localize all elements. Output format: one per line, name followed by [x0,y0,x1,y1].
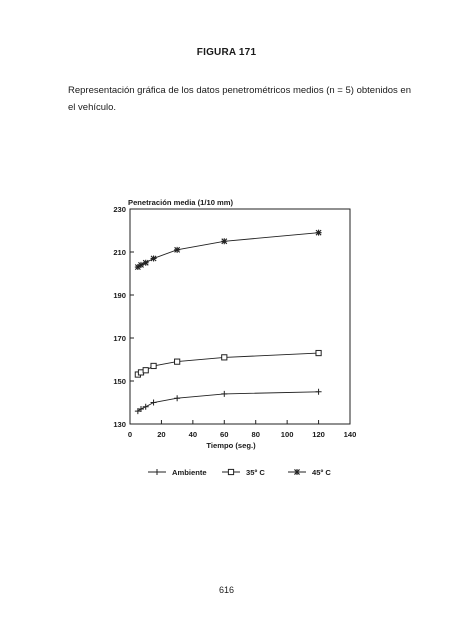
data-point [222,355,227,360]
series-line [138,353,319,375]
data-point [151,363,156,368]
x-tick-label: 20 [157,430,166,439]
data-point [151,400,157,406]
data-point [316,230,322,236]
series-asterisk [135,230,322,270]
figure-caption: Representación gráfica de los datos penetrométricos medios (n = 5) obtenidos en el vehículo. [68,85,411,113]
data-point [143,260,149,266]
x-tick-label: 120 [312,430,325,439]
x-tick-label: 40 [188,430,198,439]
legend-marker [154,469,160,475]
x-tick-label: 140 [343,430,357,439]
series-line [138,233,319,267]
figure-title: FIGURA 171 [196,47,257,58]
series-square [135,350,321,377]
x-tick-label: 0 [127,430,133,439]
y-axis-label: Penetración media (1/10 mm) [128,198,234,207]
y-tick-label: 190 [113,291,126,300]
y-tick-label: 230 [113,205,126,214]
page-number: 616 [218,585,235,595]
x-tick-label: 60 [220,430,229,439]
y-tick-label: 150 [113,377,126,386]
data-point [175,359,180,364]
legend-label: Ambiente [172,468,207,477]
y-tick-label: 170 [113,334,126,343]
data-point [221,391,227,397]
legend-label: 35º C [246,468,265,477]
data-point [316,350,321,355]
x-tick-label: 100 [280,430,294,439]
y-tick-label: 130 [113,420,126,429]
legend-label: 45º C [312,468,331,477]
x-tick-label: 80 [251,430,260,439]
data-point [143,368,148,373]
data-point [174,247,180,253]
series-line [138,392,319,411]
data-point [316,389,322,395]
legend-marker [294,469,300,475]
x-axis-label: Tiempo (seg.) [206,441,256,450]
data-point [151,255,157,261]
series-plus [135,389,322,414]
data-point [221,238,227,244]
y-tick-label: 210 [113,248,126,257]
data-point [174,395,180,401]
legend-marker [228,469,233,474]
